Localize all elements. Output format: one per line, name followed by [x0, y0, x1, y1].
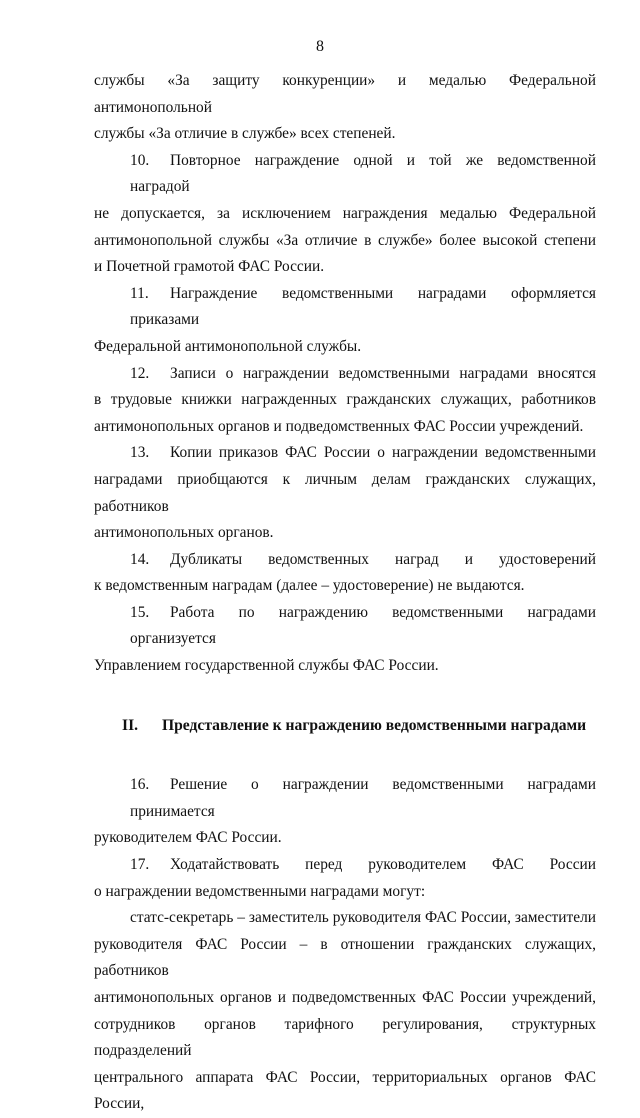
- paragraph-text: к ведомственным наградам (далее – удостоверение) не выдаются.: [94, 577, 525, 595]
- paragraph-line: [94, 520, 596, 547]
- section-heading: [94, 713, 596, 740]
- paragraph-line: [94, 334, 596, 361]
- paragraph-line: [94, 361, 596, 388]
- paragraph-line: [94, 254, 596, 281]
- paragraph-line: [94, 387, 596, 414]
- paragraph-line: [94, 1065, 596, 1118]
- paragraph-line: [94, 68, 596, 121]
- paragraph-line: [94, 932, 596, 985]
- paragraph-line: [94, 852, 596, 879]
- paragraph-text: и Почетной грамотой ФАС России.: [94, 258, 325, 276]
- paragraph-text: службы «За защиту конкуренции» и медалью Федеральной антимонопольной: [94, 72, 596, 116]
- paragraph-line: [94, 201, 596, 228]
- paragraph-number: 15.: [130, 603, 150, 621]
- paragraph-p17: [94, 852, 596, 905]
- paragraph-p11: [94, 281, 596, 361]
- paragraph-text: Копии приказов ФАС России о награждении ведомственными: [170, 444, 596, 462]
- paragraph-number: 10.: [130, 151, 150, 169]
- paragraph-p13: [94, 440, 596, 546]
- paragraph-text: руководителем ФАС России.: [94, 829, 282, 847]
- paragraph-line: [94, 985, 596, 1012]
- paragraph-text: статс-секретарь – заместитель руководителя ФАС России, заместители: [130, 909, 596, 927]
- paragraph-number: 12.: [130, 364, 150, 382]
- paragraph-line: [94, 121, 596, 148]
- paragraph-number: 17.: [130, 856, 150, 874]
- paragraph-text: Ходатайствовать перед руководителем ФАС России: [170, 856, 596, 874]
- paragraph-line: [94, 653, 596, 680]
- document-body: [94, 68, 596, 1118]
- paragraph-text: о награждении ведомственными наградами могут:: [94, 882, 426, 900]
- paragraph-line: [94, 440, 596, 467]
- paragraph-text: сотрудников органов тарифного регулирования, структурных подразделений: [94, 1015, 596, 1060]
- page-number: 8: [316, 38, 324, 55]
- paragraph-line: [94, 879, 596, 906]
- paragraph-line: [94, 772, 596, 825]
- paragraph-p14: [94, 547, 596, 600]
- paragraph-number: 11.: [130, 284, 149, 302]
- paragraph-text: центрального аппарата ФАС России, территориальных органов ФАС России,: [94, 1068, 596, 1113]
- paragraph-text: Федеральной антимонопольной службы.: [94, 337, 362, 355]
- paragraph-number: 14.: [130, 550, 150, 568]
- paragraph-p16: [94, 772, 596, 852]
- paragraph-text: антимонопольных органов и подведомственных ФАС России учреждений.: [94, 417, 584, 435]
- paragraph-text: наградами приобщаются к личным делам гражданских служащих, работников: [94, 470, 596, 515]
- paragraph-group-top: [94, 68, 596, 680]
- paragraph-line: [94, 281, 596, 334]
- paragraph-text: антимонопольных органов.: [94, 524, 274, 542]
- paragraph-text: Награждение ведомственными наградами оформляется приказами: [130, 284, 596, 329]
- section-title: Представление к награждению ведомственными наградами: [162, 716, 587, 734]
- paragraph-text: Решение о награждении ведомственными наградами принимается: [130, 776, 596, 820]
- paragraph-line: [94, 467, 596, 520]
- paragraph-text: не допускается, за исключением награждения медалью Федеральной: [94, 204, 596, 222]
- paragraph-text: Дубликаты ведомственных наград и удостоверений: [170, 550, 596, 568]
- paragraph-p15: [94, 600, 596, 680]
- paragraph-line: [94, 905, 596, 932]
- paragraph-p17a: [94, 905, 596, 1118]
- paragraph-line: [94, 148, 596, 201]
- paragraph-number: 16.: [130, 776, 150, 794]
- paragraph-cont: [94, 68, 596, 148]
- paragraph-text: антимонопольных органов и подведомственных ФАС России учреждений,: [94, 989, 596, 1006]
- paragraph-text: руководителя ФАС России – в отношении гражданских служащих, работников: [94, 935, 596, 980]
- paragraph-text: в трудовые книжки награжденных гражданских служащих, работников: [94, 391, 596, 409]
- paragraph-line: [94, 573, 596, 600]
- paragraph-text: Управлением государственной службы ФАС России.: [94, 657, 439, 675]
- paragraph-text: службы «За отличие в службе» всех степеней.: [94, 125, 396, 143]
- paragraph-line: [94, 600, 596, 653]
- paragraph-text: Повторное награждение одной и той же ведомственной наградой: [130, 151, 596, 196]
- paragraph-line: [94, 1012, 596, 1065]
- paragraph-line: [94, 825, 596, 852]
- paragraph-line: [94, 228, 596, 255]
- paragraph-line: [94, 547, 596, 574]
- paragraph-text: Работа по награждению ведомственными наградами организуется: [130, 603, 596, 648]
- paragraph-p12: [94, 361, 596, 441]
- paragraph-text: антимонопольной службы «За отличие в службе» более высокой степени: [94, 231, 596, 249]
- paragraph-p10: [94, 148, 596, 281]
- paragraph-text: Записи о награждении ведомственными наградами вносятся: [170, 364, 596, 382]
- paragraph-group-bottom: [94, 772, 596, 1118]
- paragraph-number: 13.: [130, 444, 150, 462]
- section-number: II.: [122, 716, 139, 734]
- paragraph-line: [94, 414, 596, 441]
